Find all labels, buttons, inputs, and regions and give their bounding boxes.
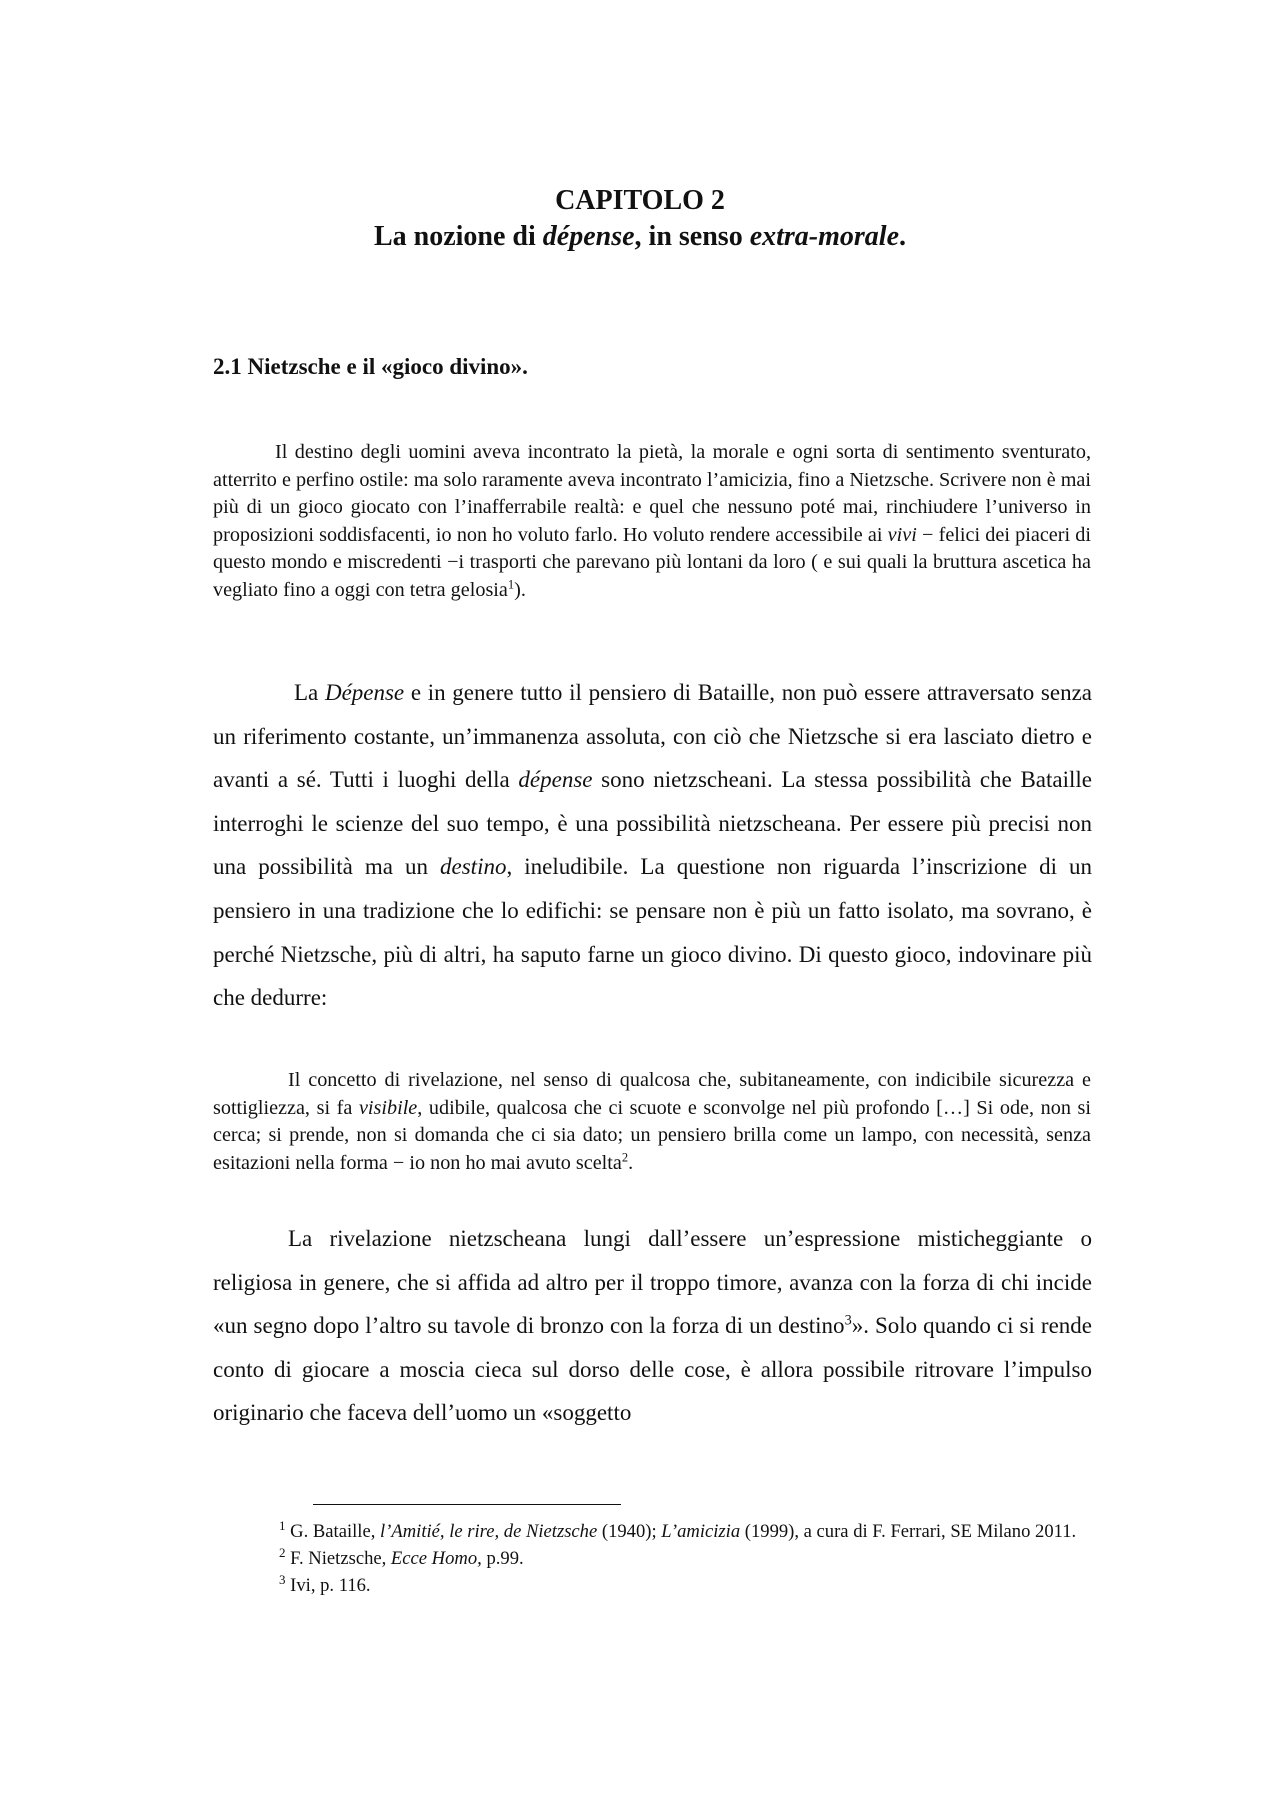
paragraph-text: La rivelazione nietzscheana lungi dall’essere un’espressione misticheggiante o religiosa in genere, che si affida ad altro per il troppo timore, avanza con la forza di chi incide «un segno dopo l’altro su tavole di bronzo con la forza di un destino [213, 1226, 1092, 1339]
quote-emphasis: visibile [358, 1096, 418, 1119]
quote-emphasis: vivi [887, 523, 917, 546]
footnote-text: (1940); [597, 1521, 662, 1542]
paragraph-text: e in genere tutto il pensiero di Bataille, non può essere attraversato senza un riferimento costante, un’immanenza assoluta, con ciò che Nietzsche si era lasciato dietro e avanti a sé. Tutti i luoghi della [213, 680, 1092, 793]
body-paragraph [213, 671, 1092, 1020]
paragraph-emphasis: Dépense [324, 680, 405, 705]
footnote-reference[interactable]: 1 [507, 576, 515, 591]
block-quote [213, 439, 1091, 604]
footnote-emphasis: l’Amitié, le rire, de Nietzsche [380, 1521, 598, 1542]
paragraph-emphasis: dépense [518, 767, 593, 793]
quote-text: . [628, 1151, 634, 1174]
section-heading: 2.1 Nietzsche e il «gioco divino». [213, 354, 528, 379]
footnote-reference[interactable]: 3 [844, 1312, 852, 1329]
paragraph-emphasis: destino [440, 854, 507, 880]
subtitle-text: . [899, 221, 907, 252]
paragraph-text: sono nietzscheani. La stessa possibilità che Bataille interroghi le scienze del suo tempo, è una possibilità nietzscheana. Per essere più precisi non una possibilità ma un [213, 767, 1092, 880]
quote-text: , udibile, qualcosa che ci scuote e sconvolge nel più profondo […] Si ode, non si cerca; si prende, non si domanda che ci sia dato; un pensiero brilla come un lampo, con necessità, senza esitazioni nella forma − io non ho mai avuto scelta [213, 1096, 1092, 1174]
footnote-item [251, 1572, 1092, 1599]
footnote-text: Ivi, p. 116. [285, 1575, 371, 1596]
subtitle-emphasis: dépense [542, 221, 635, 252]
footnote-text: G. Bataille, [285, 1521, 381, 1542]
footnote-item [214, 1518, 1092, 1545]
body-paragraph [213, 1217, 1092, 1435]
quote-text: ). [514, 578, 526, 601]
quote-text: Il destino degli uomini aveva incontrato la pietà, la morale e ogni sorta di sentimento sventurato, atterrito e perfino ostile: ma solo raramente aveva incontrato l’amicizia, fino a Nietzsche. Scrivere non è mai più di un gioco giocato con l’inafferrabile realtà: e quel che nessuno poté mai, rinchiudere l’universo in proposizioni soddisfacenti, io non ho voluto farlo. Ho voluto rendere accessibile ai [213, 441, 1091, 546]
footnote-emphasis: L’amicizia [661, 1521, 741, 1542]
paragraph-text: , ineludibile. La questione non riguarda l’inscrizione di un pensiero in una tradizione che lo edifichi: se pensare non è più un fatto isolato, ma sovrano, è perché Nietzsche, più di altri, ha saputo farne un gioco divino. Di questo gioco, indovinare più che dedurre: [213, 854, 1092, 1011]
footnote-number: 3 [279, 1571, 286, 1587]
paragraph-text: ». Solo quando ci si rende conto di giocare a moscia cieca sul dorso delle cose, è allora possibile ritrovare l’impulso originario che faceva dell’uomo un «soggetto [213, 1313, 1093, 1426]
quote-text: Il concetto di rivelazione, nel senso di qualcosa che, subitaneamente, con indicibile sicurezza e sottigliezza, si fa [213, 1069, 1091, 1119]
quote-text: − felici dei piaceri di questo mondo e miscredenti −i trasporti che parevano più lontani da loro ( e sui quali la bruttura ascetica ha vegliato fino a oggi con tetra gelosia [213, 523, 1091, 601]
footnote-number: 1 [279, 1517, 286, 1533]
subtitle-emphasis: extra-morale [749, 221, 900, 252]
block-quote [213, 1067, 1091, 1177]
paragraph-text: La [294, 680, 325, 705]
subtitle-text: La nozione di [373, 221, 543, 252]
chapter-subtitle [0, 219, 1280, 255]
footnotes [251, 1518, 1092, 1599]
subtitle-text: , in senso [634, 221, 750, 252]
footnote-separator [313, 1504, 621, 1505]
footnote-emphasis: Ecce Homo, [390, 1548, 482, 1569]
footnote-number: 2 [279, 1544, 286, 1560]
footnote-reference[interactable]: 2 [621, 1149, 629, 1164]
footnote-text: p.99. [481, 1548, 524, 1569]
footnote-text: F. Nietzsche, [285, 1548, 391, 1569]
footnote-text: (1999), a cura di F. Ferrari, SE Milano 2011. [740, 1521, 1077, 1542]
footnote-item [251, 1545, 1092, 1572]
chapter-title: CAPITOLO 2 [555, 185, 725, 216]
